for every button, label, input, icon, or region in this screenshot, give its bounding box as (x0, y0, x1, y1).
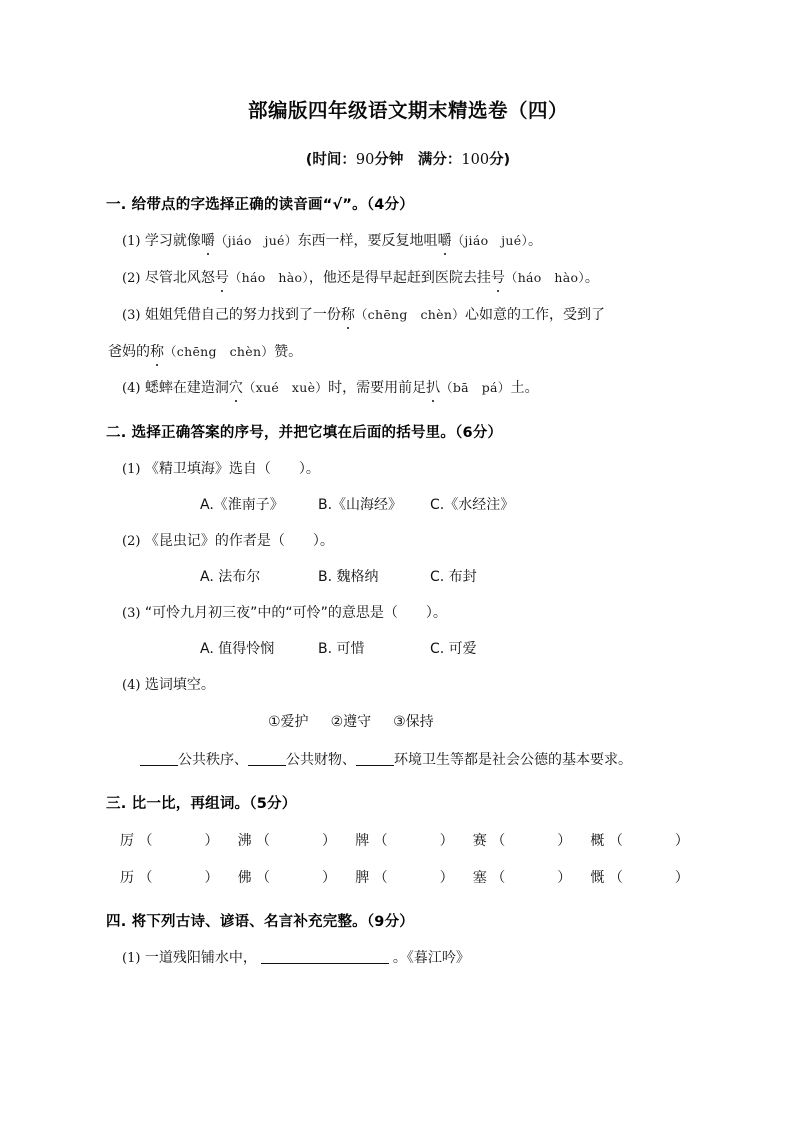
paren-left: （ (256, 833, 271, 849)
zuci-char: 厉 (120, 833, 134, 849)
section-heading-3: 三. 比一比，再组词。（5分） (106, 796, 297, 812)
zuci-char: 沸 (237, 833, 252, 849)
question-number: (1) (122, 234, 141, 249)
fill-blank-1[interactable] (140, 765, 178, 766)
paren-left: （ (608, 870, 623, 886)
zuci-cell (590, 830, 708, 852)
pinyin-choices[interactable]: （chēng chèn） (354, 307, 465, 322)
question-1-2 (108, 267, 708, 290)
fill-blank-2[interactable] (248, 765, 286, 766)
exam-meta (108, 148, 708, 172)
zuci-char: 慨 (590, 870, 605, 886)
question-text[interactable]: 《精卫填海》选自（ ）。 (144, 461, 320, 477)
zuci-cell (238, 867, 356, 889)
section-heading-1: 一. 给带点的字选择正确的读音画“√”。（4分） (106, 197, 414, 213)
exam-meta-time-unit: 分钟 (374, 152, 404, 168)
poem-answer-blank[interactable] (261, 963, 389, 964)
question-number: (1) (122, 951, 141, 966)
question-2-1 (108, 458, 708, 481)
poem-source: 。《暮江吟》 (392, 950, 470, 966)
question-text[interactable]: “可怜九月初三夜”中的“可怜”的意思是（ ）。 (144, 605, 447, 621)
exam-meta-score-label: 满分： (417, 152, 462, 168)
question-4-1 (108, 947, 708, 970)
zuci-char: 脾 (355, 870, 370, 886)
question-text-2: 心如意的工作，受到了 (464, 307, 605, 323)
paren-right: ） (557, 833, 572, 849)
option-a[interactable]: A. 法布尔 (200, 569, 261, 585)
option-b[interactable]: B. 可惜 (318, 641, 365, 657)
dotted-char: 穴 (229, 377, 243, 399)
question-tail: 。 (528, 233, 542, 249)
question-2-4 (108, 674, 708, 697)
section-heading-2: 二. 选择正确答案的序号，并把它填在后面的括号里。（6分） (106, 425, 503, 441)
question-text[interactable]: 《昆虫记》的作者是（ ）。 (144, 533, 334, 549)
question-number: (2) (122, 534, 141, 549)
paren-left: （ (373, 833, 388, 849)
paren-right: ） (674, 833, 689, 849)
zuci-char: 塞 (472, 870, 487, 886)
sentence-part-2: 公共财物、 (286, 752, 356, 768)
question-1-4 (108, 377, 708, 400)
question-number: (3) (122, 308, 141, 323)
dotted-char: 号 (215, 267, 229, 289)
question-number: (4) (122, 678, 141, 693)
paren-right: ） (322, 833, 337, 849)
paren-right: ） (322, 870, 337, 886)
question-text: 姐姐凭借自己的努力找到了一份 (144, 307, 341, 323)
question-tail: 土。 (510, 380, 539, 396)
pinyin-choices[interactable]: （jiáo jué） (451, 233, 528, 248)
paren-left: （ (491, 833, 506, 849)
dotted-char: 称 (341, 304, 355, 326)
dotted-char: 号 (491, 267, 505, 289)
question-tail: 。 (584, 270, 599, 286)
zuci-cell (473, 867, 591, 889)
sentence-part-1: 公共秩序、 (178, 752, 248, 768)
question-number: (2) (122, 271, 141, 286)
paren-right: ） (204, 833, 219, 849)
question-2-2 (108, 530, 708, 553)
page-title: 部编版四年级语文期末精选卷（四） (247, 99, 568, 122)
word-bank-option-1[interactable]: ①爱护 (268, 714, 309, 730)
option-c[interactable]: C. 可爱 (430, 641, 477, 657)
question-text-2: 东西一样，要反复地咀 (297, 233, 438, 249)
zuci-row-top (108, 830, 708, 852)
zuci-cell (238, 830, 356, 852)
zuci-char: 历 (120, 870, 134, 886)
paren-left: （ (138, 833, 153, 849)
fill-blank-3[interactable] (356, 765, 394, 766)
question-text-2: 时，需要用前足 (328, 380, 427, 396)
option-c[interactable]: C. 布封 (430, 569, 477, 585)
section-heading-4: 四. 将下列古诗、谚语、名言补充完整。（9分） (106, 914, 414, 930)
pinyin-choices[interactable]: （bā pá） (440, 380, 511, 395)
fill-in-sentence-2-4 (108, 749, 708, 771)
option-a[interactable]: A.《淮南子》 (200, 497, 284, 513)
option-c[interactable]: C.《水经注》 (430, 497, 515, 513)
dotted-char: 扒 (426, 377, 440, 399)
zuci-cell (355, 867, 473, 889)
question-number: (1) (122, 462, 141, 477)
paren-right: ） (204, 870, 219, 886)
pinyin-choices[interactable]: （háo hào） (504, 270, 585, 285)
zuci-row-bottom (108, 867, 708, 889)
word-bank-option-3[interactable]: ③保持 (393, 714, 434, 730)
question-tail: 赞。 (274, 344, 303, 360)
page-content (108, 96, 708, 970)
paren-right: ） (439, 833, 454, 849)
question-text-3: 爸妈的 (108, 344, 150, 360)
exam-meta-time-value: 90 (355, 152, 375, 168)
zuci-cell (590, 867, 708, 889)
question-text: 选词填空。 (144, 677, 215, 693)
zuci-char: 赛 (472, 833, 487, 849)
exam-meta-score-value: 100 (461, 152, 490, 168)
zuci-char: 牌 (355, 833, 370, 849)
paren-right: ） (674, 870, 689, 886)
sentence-part-3: 环境卫生等都是社会公德的基本要求。 (394, 752, 632, 768)
zuci-char: 概 (590, 833, 605, 849)
question-1-3-continuation (108, 341, 708, 363)
pinyin-choices[interactable]: （chēng chèn） (164, 344, 275, 359)
word-bank-option-2[interactable]: ②遵守 (330, 714, 372, 730)
question-1-1 (108, 230, 708, 253)
dotted-char: 嚼 (201, 230, 215, 252)
exam-meta-score-unit: 分) (489, 152, 511, 168)
pinyin-choices[interactable]: （jiáo jué） (214, 233, 298, 248)
question-2-3 (108, 602, 708, 625)
pinyin-choices[interactable]: （háo hào） (228, 270, 309, 285)
paren-left: （ (608, 833, 623, 849)
question-number: (3) (122, 606, 141, 621)
dotted-char: 称 (150, 341, 164, 363)
question-number: (4) (122, 381, 141, 396)
question-text-2: ，他还是得早起赶到医院去挂 (308, 270, 491, 286)
paren-left: （ (256, 870, 271, 886)
paren-left: （ (373, 870, 388, 886)
zuci-cell (120, 867, 238, 889)
zuci-cell (355, 830, 473, 852)
pinyin-choices[interactable]: （xué xuè） (242, 380, 329, 395)
question-1-3 (108, 304, 708, 327)
options-2-1 (108, 494, 708, 516)
question-text: 蟋蟀在建造洞 (144, 380, 229, 396)
paren-left: （ (138, 870, 153, 886)
paren-right: ） (439, 870, 454, 886)
dotted-char: 嚼 (438, 230, 452, 252)
zuci-char: 佛 (237, 870, 252, 886)
question-text: 学习就像 (144, 233, 201, 249)
zuci-cell (120, 830, 238, 852)
option-a[interactable]: A. 值得怜悯 (200, 641, 275, 657)
option-b[interactable]: B.《山海经》 (318, 497, 403, 513)
options-2-2 (108, 566, 708, 588)
exam-meta-time-label: (时间： (305, 152, 356, 168)
paren-left: （ (491, 870, 506, 886)
question-text: 尽管北风怒 (144, 270, 215, 286)
word-bank-2-4 (108, 711, 708, 733)
options-2-3 (108, 638, 708, 660)
poem-first-line: 一道残阳铺水中， (144, 950, 257, 966)
paren-right: ） (557, 870, 572, 886)
option-b[interactable]: B. 魏格纳 (318, 569, 379, 585)
zuci-cell (473, 830, 591, 852)
